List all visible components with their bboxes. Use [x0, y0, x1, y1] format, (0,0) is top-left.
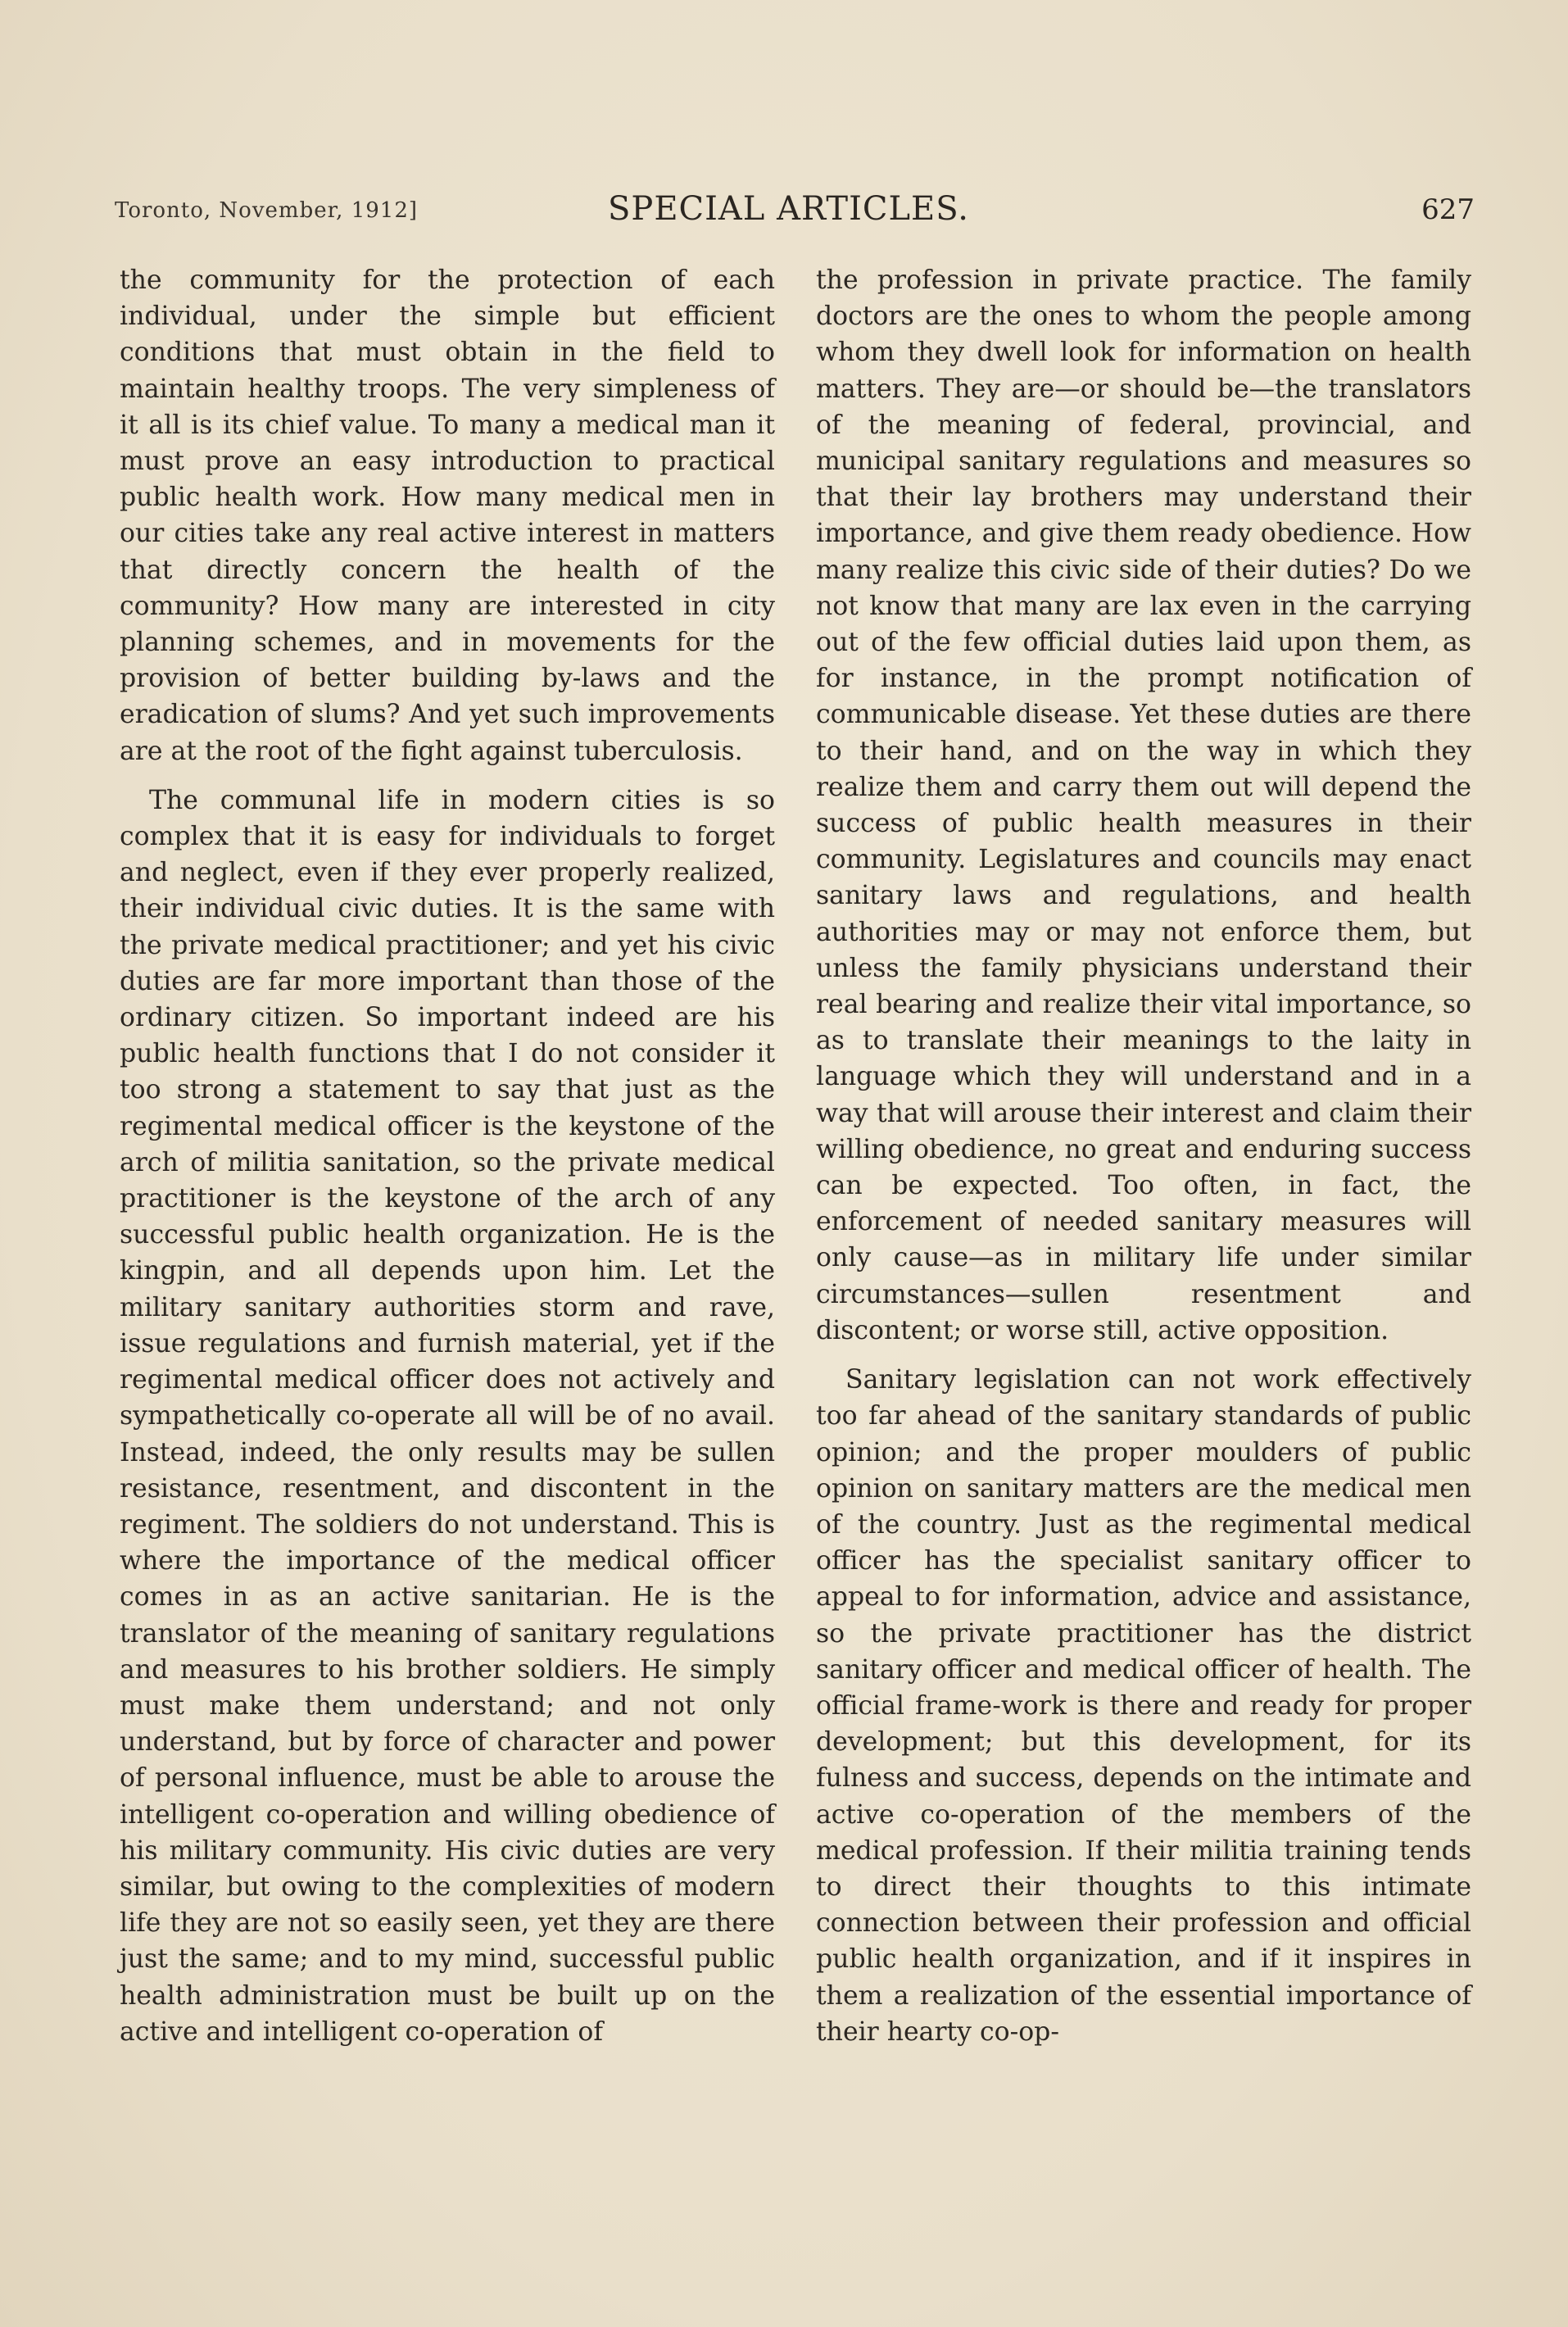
- running-head: [115, 190, 1475, 239]
- paragraph: Sanitary legislation can not work effectively too far ahead of the sanitary standards of public opinion; and the proper moulders of public opinion on sanitary matters are the medical men of the country. Just as the regimental medical officer has the specialist sanitary officer to appeal to for information, advice and assistance, so the private practitioner has the district sanitary officer and medical officer of health. The official frame-work is there and ready for proper development; but this development, for its fulness and success, depends on the intimate and active co-operation of the members of the medical profession. If their militia training tends to direct their thoughts to this intimate connection between their profession and official public health organization, and if it inspires in them a realization of the essential importance of their hearty co-op-: [816, 1365, 1471, 2047]
- paragraph: The communal life in modern cities is so complex that it is easy for individuals to forget and neglect, even if they ever properly realized, their individual civic duties. It is the same with the private medical practitioner; and yet his civic duties are far more important than those of the ordinary citizen. So important indeed are his public health functions that I do not consider it too strong a statement to say that just as the regimental medical officer is the keystone of the arch of militia sanitation, so the private medical practitioner is the keystone of the arch of any successful public health organization. He is the kingpin, and all depends upon him. Let the military sanitary authorities storm and rave, issue regulations and furnish material, yet if the regimental medical officer does not actively and sympathetically co-operate all will be of no avail. Instead, indeed, the only results may be sullen resistance, resentment, and discontent in the regiment. The soldiers do not understand. This is where the importance of the medical officer comes in as an active sanitarian. He is the translator of the meaning of sanitary regulations and measures to his brother soldiers. He simply must make them understand; and not only understand, but by force of character and power of personal influence, must be able to arouse the intelligent co-operation and willing obedience of his military community. His civic duties are very similar, but owing to the complexities of modern life they are not so easily seen, yet they are there just the same; and to my mind, successful public health administration must be built up on the active and intelligent co-operation of: [120, 785, 775, 2047]
- page-number: 627: [1421, 193, 1475, 226]
- text-column-left: [120, 262, 775, 2063]
- running-head-date: Toronto, November, 1912]: [115, 198, 419, 223]
- running-head-section-title: SPECIAL ARTICLES.: [608, 190, 969, 228]
- paragraph: the community for the protection of each individual, under the simple but efficient conditions that must obtain in the field to maintain healthy troops. The very simpleness of it all is its chief value. To many a medical man it must prove an easy introduction to practical public health work. How many medical men in our cities take any real active interest in matters that directly concern the health of the community? How many are interested in city planning schemes, and in movements for the provision of better building by-laws and the eradication of slums? And yet such improvements are at the root of the fight against tuberculosis.: [120, 265, 775, 766]
- text-column-right: [816, 262, 1471, 2063]
- paragraph: the profession in private practice. The family doctors are the ones to whom the people among whom they dwell look for information on health matters. They are—or should be—the translators of the meaning of federal, provincial, and municipal sanitary regulations and measures so that their lay brothers may understand their importance, and give them ready obedience. How many realize this civic side of their duties? Do we not know that many are lax even in the carrying out of the few official duties laid upon them, as for instance, in the prompt notification of communicable disease. Yet these duties are there to their hand, and on the way in which they realize them and carry them out will depend the success of public health measures in their community. Legislatures and councils may enact sanitary laws and regulations, and health authorities may or may not enforce them, but unless the family physicians understand their real bearing and realize their vital importance, so as to translate their meanings to the laity in language which they will understand and in a way that will arouse their interest and claim their willing obedience, no great and enduring success can be expected. Too often, in fact, the enforcement of needed sanitary measures will only cause—as in military life under similar circumstances—sullen resentment and discontent; or worse still, active opposition.: [816, 265, 1471, 1345]
